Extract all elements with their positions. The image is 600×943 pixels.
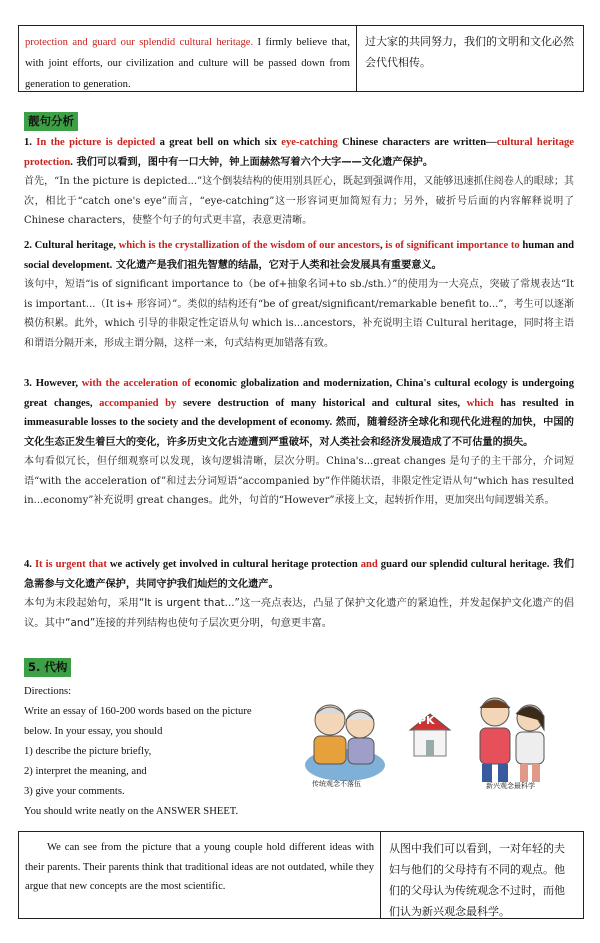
sentence-translation: 我们可以看到，图中有一口大钟，钟上面赫然写着六个大字——文化遗产保护。 bbox=[72, 156, 434, 168]
analysis-item-3 bbox=[24, 374, 574, 511]
top-chinese-cell: 过大家的共同努力，我们的文明和文化必然会代代相传。 bbox=[365, 36, 574, 69]
sentence-text: guard our splendid cultural heritage. bbox=[377, 559, 550, 570]
highlight-phrase: which is the crystallization of the wisdom of our ancestors bbox=[118, 240, 380, 251]
top-english-cell bbox=[19, 26, 357, 91]
sentence-text: Cultural heritage, bbox=[34, 240, 119, 251]
directions-line: Write an essay of 160-200 words based on the picture bbox=[24, 706, 252, 717]
sentence-translation: 我们急需参与文化遗产保护，共同守护我们灿烂的文化遗产。 bbox=[24, 559, 575, 590]
sentence-translation: 然而，随着经济全球化和现代化进程的加快，中国的文化生态正发生着巨大的变化，许多历史文化古迹遭到严重破坏，对人类社会和经济发展造成了不可估量的损失。 bbox=[24, 417, 574, 448]
directions-line: 2) interpret the meaning, and bbox=[24, 766, 147, 777]
sentence-text: has resulted in immeasurable losses to the society and the development of economy. bbox=[24, 397, 575, 428]
sentence-text: human and social development. bbox=[24, 240, 574, 271]
young-couple-figure bbox=[480, 698, 544, 782]
top-translation-table bbox=[18, 25, 584, 92]
analysis-item-1 bbox=[24, 133, 574, 231]
cartoon-caption-right: 新兴观念最科学 bbox=[486, 782, 535, 790]
analysis-sentence bbox=[24, 133, 574, 172]
top-english-red: protection and guard our splendid cultural heritage. bbox=[25, 37, 254, 48]
highlight-phrase: eye-catching bbox=[281, 137, 338, 148]
sentence-text: we actively get involved in cultural heritage protection bbox=[106, 559, 361, 570]
sentence-text: Chinese characters are written— bbox=[337, 137, 497, 148]
directions-line: You should write neatly on the ANSWER SHEET. bbox=[24, 806, 239, 817]
analysis-note: 本句为末段起始句，采用“It is urgent that...”这一亮点表达，凸显了保护文化遗产的紧迫性，并发起保护文化遗产的倡议。其中“and”连接的并列结构也使句子层次更分明，句意更丰富。 bbox=[24, 597, 574, 629]
analysis-sentence bbox=[24, 374, 574, 452]
item-number: 2. bbox=[24, 240, 35, 251]
directions-title: Directions: bbox=[24, 686, 72, 697]
pk-label: PK bbox=[418, 714, 435, 727]
sentence-text: . bbox=[70, 156, 73, 168]
highlight-phrase: is of significant importance to bbox=[385, 240, 520, 251]
sentence-translation: 文化遗产是我们祖先智慧的结晶，它对于人类和社会发展具有重要意义。 bbox=[112, 259, 442, 271]
highlight-phrase: and bbox=[360, 559, 378, 570]
bottom-chinese-cell: 从图中我们可以看到，一对年轻的夫妇与他们的父母持有不同的观点。他们的父母认为传统观念不过时，而他们认为新兴观念最科学。 bbox=[389, 842, 565, 918]
directions-line: below. In your essay, you should bbox=[24, 726, 163, 737]
analysis-sentence bbox=[24, 555, 574, 594]
highlight-phrase: accompanied by bbox=[99, 397, 177, 409]
sentence-text: severe destruction of many historical and cultural sites, bbox=[176, 397, 467, 409]
analysis-note: 首先，“In the picture is depicted...”这个倒装结构的使用别具匠心，既起到强调作用，又能够迅速抓住阅卷人的眼球；其次，相比于“catch one's eye”而言，“eye-catching”这一形容词更加简短有力；另外，破折号后面的内容解释说明了 Chinese characters，使整个句子的句式更丰富，表意更清晰。 bbox=[24, 176, 574, 226]
highlight-phrase: It is urgent that bbox=[34, 559, 107, 570]
sentence-text: , bbox=[379, 240, 386, 251]
item-number: 4. bbox=[24, 559, 35, 570]
cartoon-caption-left: 传统观念不落伍 bbox=[312, 780, 361, 788]
analysis-item-4 bbox=[24, 555, 574, 633]
directions-line: 1) describe the picture briefly, bbox=[24, 746, 152, 757]
sentence-text: a great bell on which six bbox=[155, 137, 282, 148]
highlight-phrase: which bbox=[466, 397, 494, 409]
section-title-sentence-analysis: 靓句分析 bbox=[24, 112, 78, 131]
section-title-structure: 5. 代构 bbox=[24, 658, 71, 677]
analysis-sentence bbox=[24, 236, 574, 275]
highlight-phrase: cultural heritage protection bbox=[24, 137, 574, 168]
old-couple-figure bbox=[305, 705, 385, 781]
highlight-phrase: with the acceleration of bbox=[81, 378, 191, 389]
analysis-item-2 bbox=[24, 236, 574, 353]
analysis-note: 该句中，短语“is of significant importance to（be of+抽象名词+to sb./sth.）”的使用为一大亮点，突破了常规表达“It is important...（It is+ 形容词）”。类似的结构还有“be of great/significant/remarkable benefit to...”，考生可以逐渐模仿积累。此外，which 引导的非限定性定语从句 which is...ancestors，补充说明主语 Cultural heritage，同时将主语和谓语分隔开来，形成主谓分隔，这样一来，句式结构更加错落有致。 bbox=[24, 279, 574, 349]
sentence-text: economic globalization and modernization, China's cultural ecology is undergoing great changes, bbox=[24, 378, 574, 409]
bottom-translation-table bbox=[18, 831, 584, 919]
directions-block bbox=[24, 682, 294, 822]
sentence-text: However, bbox=[35, 378, 82, 389]
item-number: 1. bbox=[24, 137, 37, 148]
top-english-rest: I firmly believe that, with joint efforts, our civilization and culture will be passed down from generation to generation. bbox=[25, 37, 350, 90]
pk-house-figure bbox=[410, 714, 450, 756]
item-number: 3. bbox=[24, 378, 36, 389]
analysis-note: 本句看似冗长，但仔细观察可以发现，该句逻辑清晰，层次分明。China's...great changes 是句子的主干部分，介词短语“with the acceleration of”和过去分词短语“accompanied by”作伴随状语，非限定性定语从句“which has resulted in...economy”补充说明 great changes。此外，句首的“However”承接上文，起转折作用，更加突出句间逻辑关系。 bbox=[24, 456, 574, 506]
bottom-english-cell: We can see from the picture that a young couple hold different ideas with their parents. Their parents think that traditional ideas are not outdated, while they argue that new concepts are the most scientific. bbox=[19, 832, 381, 918]
cartoon-illustration bbox=[290, 690, 580, 790]
highlight-phrase: In the picture is depicted bbox=[36, 137, 156, 148]
directions-line: 3) give your comments. bbox=[24, 786, 125, 797]
